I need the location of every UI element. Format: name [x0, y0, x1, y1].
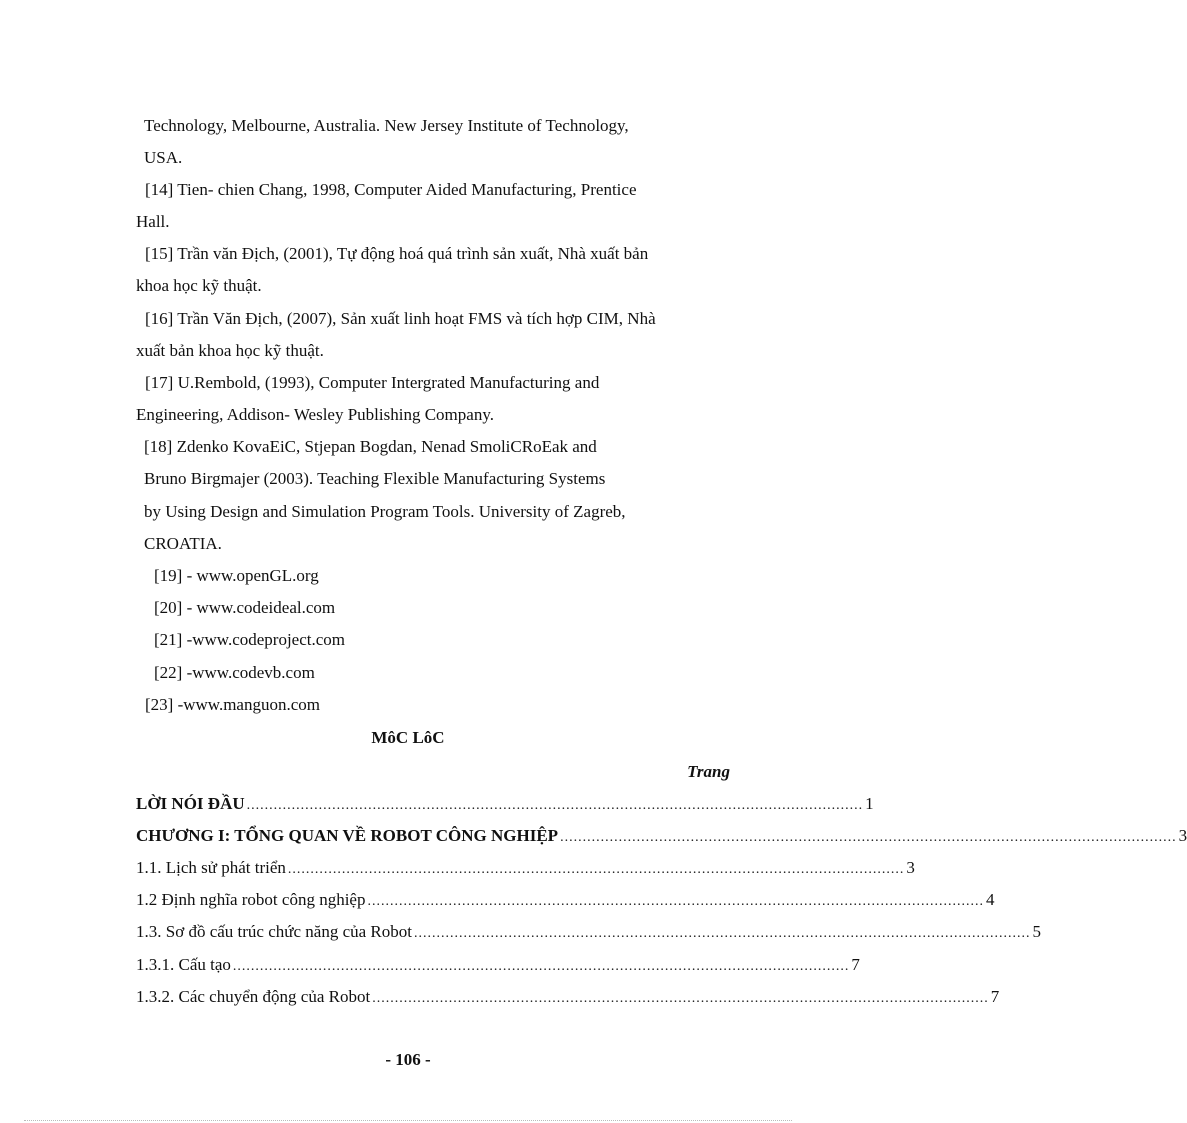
toc-entry[interactable]: [136, 987, 1000, 1009]
toc-entry-page: 7: [990, 987, 1000, 1006]
toc-leader-dots: .........................................................................................................................................: [367, 894, 984, 909]
toc-entry-page: 3: [906, 858, 915, 877]
reference-line: Bruno Birgmajer (2003). Teaching Flexible Manufacturing Systems: [144, 469, 606, 488]
toc-entry[interactable]: [136, 826, 1187, 848]
toc-entry-page: 4: [985, 890, 995, 909]
toc-entry[interactable]: [136, 955, 860, 977]
toc-entry-page: 3: [1178, 826, 1187, 845]
reference-line: khoa học kỹ thuật.: [136, 276, 262, 295]
toc-entry-page: 5: [1032, 922, 1041, 941]
toc-entry-page: 1: [865, 794, 874, 813]
reference-link[interactable]: [21] -www.codeproject.com: [154, 630, 346, 649]
toc-leader-dots: .........................................................................................................................................: [372, 991, 989, 1006]
toc-entry[interactable]: [136, 890, 995, 912]
toc-entry-label: CHƯƠNG I: TỔNG QUAN VỀ ROBOT CÔNG NGHIỆP: [136, 826, 559, 845]
reference-line: USA.: [144, 148, 183, 167]
toc-leader-dots: .........................................................................................................................................: [232, 959, 850, 974]
reference-line: [17] U.Rembold, (1993), Computer Intergrated Manufacturing and: [145, 373, 600, 392]
toc-entry-page: 7: [851, 955, 860, 974]
reference-line: Hall.: [136, 212, 170, 231]
reference-line: Technology, Melbourne, Australia. New Jersey Institute of Technology,: [144, 116, 629, 135]
toc-entry-label: 1.3.2. Các chuyển động của Robot: [136, 987, 371, 1006]
toc-title: MôC LôC: [371, 728, 445, 747]
reference-line: xuất bản khoa học kỹ thuật.: [136, 341, 324, 360]
toc-leader-dots: .........................................................................................................................................: [246, 798, 864, 813]
toc-page-header: Trang: [687, 762, 730, 781]
reference-line: [14] Tien- chien Chang, 1998, Computer Aided Manufacturing, Prentice: [145, 180, 637, 199]
reference-line: Engineering, Addison- Wesley Publishing Company.: [136, 405, 494, 424]
toc-entry[interactable]: [136, 922, 1041, 944]
toc-entry-label: LỜI NÓI ĐẦU: [136, 794, 245, 813]
page-number: - 106 -: [385, 1050, 431, 1069]
toc-entry-label: 1.3. Sơ đồ cấu trúc chức năng của Robot: [136, 922, 412, 941]
reference-link[interactable]: [22] -www.codevb.com: [154, 663, 315, 682]
reference-line: [15] Trần văn Địch, (2001), Tự động hoá quá trình sản xuất, Nhà xuất bản: [145, 244, 649, 263]
reference-link[interactable]: [19] - www.openGL.org: [154, 566, 319, 585]
toc-entry-label: 1.2 Định nghĩa robot công nghiệp: [136, 890, 366, 909]
toc-leader-dots: .........................................................................................................................................: [287, 862, 905, 877]
reference-line: CROATIA.: [144, 534, 222, 553]
reference-line: by Using Design and Simulation Program Tools. University of Zagreb,: [144, 502, 626, 521]
toc-entry-label: 1.1. Lịch sử phát triển: [136, 858, 286, 877]
reference-line: [16] Trần Văn Địch, (2007), Sản xuất linh hoạt FMS và tích hợp CIM, Nhà: [145, 309, 656, 328]
toc-leader-dots: .........................................................................................................................................: [413, 926, 1031, 941]
reference-line: [18] Zdenko KovaEiC, Stjepan Bogdan, Nenad SmoliCRoEak and: [144, 437, 597, 456]
toc-entry[interactable]: [136, 858, 915, 880]
toc-leader-dots: .........................................................................................................................................: [560, 830, 1177, 845]
toc-entry-label: 1.3.1. Cấu tạo: [136, 955, 231, 974]
page-bottom-divider: [24, 1120, 792, 1121]
reference-link[interactable]: [23] -www.manguon.com: [145, 695, 320, 714]
toc-entry[interactable]: [136, 794, 874, 816]
reference-link[interactable]: [20] - www.codeideal.com: [154, 598, 336, 617]
